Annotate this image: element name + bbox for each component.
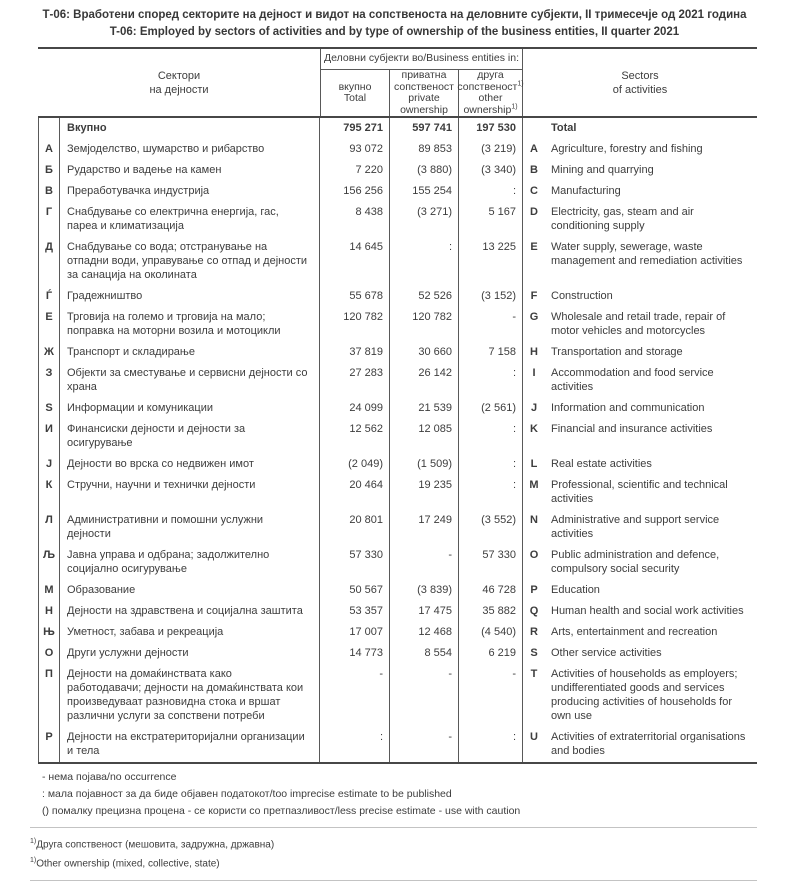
header-other-line2: сопственост$^{1)}$	[457, 80, 524, 93]
row-name-en: Wholesale and retail trade, repair of motor vehicles and motorcycles	[551, 311, 726, 337]
table-row	[38, 545, 757, 580]
cell-total: 156 256	[320, 181, 390, 202]
cell-private: (3 271)	[390, 202, 459, 237]
cell-total: 55 678	[320, 286, 390, 307]
row-name-en: Mining and quarrying	[551, 164, 654, 176]
footnotes	[0, 769, 789, 881]
row-name-en: Professional, scientific and technical activities	[551, 479, 728, 505]
row-code-en: K	[530, 423, 538, 435]
cell-other: 46 728	[459, 580, 523, 601]
row-name-mk: Рударство и вадење на камен	[60, 160, 320, 181]
row-name-en: Total	[551, 122, 577, 134]
row-name-en: Activities of extraterritorial organisations and bodies	[551, 731, 746, 757]
row-code-mk: Ж	[38, 342, 60, 363]
row-code-en: R	[530, 626, 538, 638]
cell-other: :	[459, 419, 523, 454]
row-name-en: Other service activities	[551, 647, 662, 659]
row-name-mk: Снабдување со електрична енергија, гас, пареа и климатизација	[60, 202, 320, 237]
cell-private: 17 249	[390, 510, 459, 545]
footnote-1-marker: 1)	[30, 857, 37, 865]
row-code-mk: Ѕ	[38, 398, 60, 419]
row-name-mk: Дејности во врска со недвижен имот	[60, 454, 320, 475]
row-code-mk	[38, 118, 60, 139]
cell-total: 20 464	[320, 475, 390, 510]
row-code-mk: Г	[38, 202, 60, 237]
table-title-en: T-06: Employed by sectors of activities and by type of ownership of the business entities, II quarter 2021	[109, 26, 680, 38]
footnote-imprecise: : мала појавност за да биде објавен податокот/too imprecise estimate to be published	[42, 788, 452, 800]
row-code-en: L	[530, 458, 538, 470]
table-row	[38, 419, 757, 454]
cell-private: 89 853	[390, 139, 459, 160]
cell-private: -	[390, 545, 459, 580]
table-row-total	[38, 118, 757, 139]
cell-private: 52 526	[390, 286, 459, 307]
footnote-ref-mk: $^{1)}$Друга сопственост (мешовита, задружна, државна)	[30, 838, 275, 851]
footnote-less-precise: () помалку прецизна процена - се користи со претпазливост/less precise estimate - use with caution	[42, 805, 521, 817]
cell-private: 12 085	[390, 419, 459, 454]
cell-other: :	[459, 454, 523, 475]
cell-other: :	[459, 727, 523, 762]
header-total-mk: вкупно	[338, 80, 372, 93]
table-row	[38, 237, 757, 286]
row-code-mk: Р	[38, 727, 60, 762]
cell-other: 5 167	[459, 202, 523, 237]
cell-private: :	[390, 237, 459, 286]
row-code-en: P	[530, 584, 538, 596]
row-code-en: G	[529, 311, 539, 323]
cell-other: 7 158	[459, 342, 523, 363]
row-name-en: Arts, entertainment and recreation	[551, 626, 718, 638]
row-name-mk: Финансиски дејности и дејности за осигурување	[60, 419, 320, 454]
statistics-table	[38, 47, 757, 764]
row-code-mk: А	[38, 139, 60, 160]
footnote-1-marker: 1)	[517, 80, 524, 87]
cell-private: 30 660	[390, 342, 459, 363]
row-name-mk: Образование	[60, 580, 320, 601]
row-code-mk: В	[38, 181, 60, 202]
row-code-mk: П	[38, 664, 60, 727]
row-code-mk: К	[38, 475, 60, 510]
table-row	[38, 601, 757, 622]
header-private-line4: ownership	[400, 103, 448, 116]
header-other-line4: ownership$^{1)}$	[463, 103, 518, 116]
row-name-en: Activities of households as employers; undifferentiated goods and services producing activities of households for own use	[551, 668, 738, 722]
cell-total: 17 007	[320, 622, 390, 643]
table-row	[38, 342, 757, 363]
row-name-en: Electricity, gas, steam and air conditioning supply	[551, 206, 694, 232]
cell-total: 12 562	[320, 419, 390, 454]
header-total-en: Total	[343, 92, 367, 104]
header-private-line2: сопственост	[394, 80, 454, 93]
row-code-mk: О	[38, 643, 60, 664]
header-business-entities: Деловни субјекти во/Business entities in:	[320, 49, 523, 70]
row-name-en: Agriculture, forestry and fishing	[551, 143, 703, 155]
table-header	[38, 47, 757, 118]
row-code-en: E	[530, 241, 538, 253]
cell-private: (3 880)	[390, 160, 459, 181]
cell-total: -	[320, 664, 390, 727]
header-sectors-mk-line1: Сектори	[157, 69, 201, 82]
cell-total: 120 782	[320, 307, 390, 342]
cell-private: 21 539	[390, 398, 459, 419]
row-name-mk: Транспорт и складирање	[60, 342, 320, 363]
row-code-mk: Д	[38, 237, 60, 286]
row-name-mk: Вкупно	[60, 118, 320, 139]
header-sectors-mk-line2: на дејности	[149, 83, 209, 96]
row-name-mk: Стручни, научни и технички дејности	[60, 475, 320, 510]
cell-other: (2 561)	[459, 398, 523, 419]
cell-total: 7 220	[320, 160, 390, 181]
cell-other: (3 152)	[459, 286, 523, 307]
cell-other: (3 552)	[459, 510, 523, 545]
row-code-mk: Л	[38, 510, 60, 545]
cell-other: :	[459, 363, 523, 398]
cell-total: 57 330	[320, 545, 390, 580]
footnote-no-occurrence: - нема појава/no occurrence	[42, 771, 177, 783]
row-code-mk: Ѓ	[38, 286, 60, 307]
row-code-en: N	[530, 514, 538, 526]
cell-total: 53 357	[320, 601, 390, 622]
footnote-ref-en: $^{1)}$Other ownership (mixed, collective, state)	[30, 857, 220, 870]
row-code-mk: М	[38, 580, 60, 601]
row-name-en: Water supply, sewerage, waste management and remediation activities	[551, 241, 743, 267]
cell-private: 17 475	[390, 601, 459, 622]
cell-other: 6 219	[459, 643, 523, 664]
row-name-en: Accommodation and food service activities	[551, 367, 714, 393]
table-row	[38, 286, 757, 307]
cell-total: 795 271	[320, 118, 390, 139]
cell-other: 35 882	[459, 601, 523, 622]
cell-other: (3 340)	[459, 160, 523, 181]
row-code-en: D	[530, 206, 538, 218]
cell-total: 14 645	[320, 237, 390, 286]
table-row	[38, 160, 757, 181]
cell-total: 8 438	[320, 202, 390, 237]
table-row	[38, 664, 757, 727]
row-code-mk: Ј	[38, 454, 60, 475]
cell-other: -	[459, 307, 523, 342]
table-body	[38, 118, 757, 764]
row-name-mk: Земјоделство, шумарство и рибарство	[60, 139, 320, 160]
cell-total: 37 819	[320, 342, 390, 363]
cell-private: 26 142	[390, 363, 459, 398]
cell-private: 8 554	[390, 643, 459, 664]
table-row	[38, 454, 757, 475]
row-name-en: Education	[551, 584, 600, 596]
row-code-en: S	[530, 647, 538, 659]
row-name-en: Construction	[551, 290, 613, 302]
cell-total: 93 072	[320, 139, 390, 160]
header-sectors-en-line1: Sectors	[621, 69, 659, 82]
row-code-mk: З	[38, 363, 60, 398]
row-name-mk: Снабдување со вода; отстранување на отпадни води, управување со отпад и дејности за санација на околината	[60, 237, 320, 286]
header-private-line3: private	[408, 92, 440, 104]
cell-total: 20 801	[320, 510, 390, 545]
row-name-en: Financial and insurance activities	[551, 423, 713, 435]
row-name-mk: Градежништво	[60, 286, 320, 307]
row-code-mk: Њ	[38, 622, 60, 643]
row-name-mk: Други услужни дејности	[60, 643, 320, 664]
cell-private: -	[390, 664, 459, 727]
row-code-en: M	[529, 479, 539, 491]
footnote-1-marker: 1)	[30, 838, 37, 845]
table-row	[38, 398, 757, 419]
row-code-en: I	[532, 367, 536, 379]
row-name-mk: Административни и помошни услужни дејности	[60, 510, 320, 545]
row-code-mk: Н	[38, 601, 60, 622]
row-name-mk: Дејности на здравствена и социјална заштита	[60, 601, 320, 622]
header-col-private	[390, 70, 459, 116]
cell-private: (1 509)	[390, 454, 459, 475]
header-other-line3: other	[478, 92, 503, 104]
title-block	[0, 0, 789, 41]
cell-other: :	[459, 181, 523, 202]
cell-other: 57 330	[459, 545, 523, 580]
cell-other: :	[459, 475, 523, 510]
table-row	[38, 622, 757, 643]
row-code-en: U	[530, 731, 538, 743]
row-name-mk: Информации и комуникации	[60, 398, 320, 419]
table-row	[38, 475, 757, 510]
row-name-mk: Преработувачка индустрија	[60, 181, 320, 202]
row-code-en: T	[530, 668, 538, 680]
row-code-en: H	[530, 346, 538, 358]
header-sectors-mk	[38, 49, 320, 116]
cell-other: (4 540)	[459, 622, 523, 643]
header-col-other	[459, 70, 523, 116]
cell-total: :	[320, 727, 390, 762]
table-row	[38, 510, 757, 545]
row-name-mk: Уметност, забава и рекреација	[60, 622, 320, 643]
row-code-mk: И	[38, 419, 60, 454]
cell-total: 50 567	[320, 580, 390, 601]
header-col-total	[320, 70, 390, 116]
header-private-line1: приватна	[401, 69, 447, 81]
row-code-mk: Е	[38, 307, 60, 342]
cell-other: -	[459, 664, 523, 727]
header-sectors-en-line2: of activities	[612, 83, 668, 96]
cell-private: 19 235	[390, 475, 459, 510]
table-row	[38, 181, 757, 202]
row-name-mk: Објекти за сместување и сервисни дејности со храна	[60, 363, 320, 398]
row-code-mk: Б	[38, 160, 60, 181]
cell-total: 27 283	[320, 363, 390, 398]
row-name-en: Public administration and defence, compulsory social security	[551, 549, 720, 575]
row-code-en	[523, 118, 545, 139]
footnote-1-marker: 1)	[511, 103, 518, 110]
table-row	[38, 580, 757, 601]
header-other-line1: друга	[477, 69, 504, 81]
cell-total: 24 099	[320, 398, 390, 419]
row-name-en: Real estate activities	[551, 458, 652, 470]
cell-private: 597 741	[390, 118, 459, 139]
table-row	[38, 727, 757, 762]
row-code-en: C	[530, 185, 538, 197]
table-row	[38, 139, 757, 160]
row-code-en: O	[529, 549, 539, 561]
row-name-en: Human health and social work activities	[551, 605, 744, 617]
row-code-en: A	[530, 143, 538, 155]
row-name-en: Administrative and support service activities	[551, 514, 720, 540]
table-title-mk: Т-06: Вработени според секторите на дејност и видот на сопственоста на деловните субјекти, II тримесечје од 2021 година	[42, 9, 747, 21]
row-name-mk: Јавна управа и одбрана; задолжително социјално осигурување	[60, 545, 320, 580]
row-name-mk: Дејности на екстратериторијални организации и тела	[60, 727, 320, 762]
row-code-en: J	[530, 402, 538, 414]
table-row	[38, 643, 757, 664]
row-name-mk: Дејности на домаќинствата како работодавачи; дејности на домаќинствата кои произведуваат разновидна стока и вршат различни услуги за сопствени потреби	[60, 664, 320, 727]
cell-private: 155 254	[390, 181, 459, 202]
header-sectors-en	[523, 49, 757, 116]
row-code-en: Q	[529, 605, 539, 617]
table-row	[38, 363, 757, 398]
cell-private: (3 839)	[390, 580, 459, 601]
cell-other: 13 225	[459, 237, 523, 286]
table-row	[38, 202, 757, 237]
cell-total: 14 773	[320, 643, 390, 664]
cell-other: (3 219)	[459, 139, 523, 160]
footnote-divider	[30, 827, 757, 828]
row-name-en: Transportation and storage	[551, 346, 683, 358]
row-code-mk: Љ	[38, 545, 60, 580]
row-name-en: Manufacturing	[551, 185, 621, 197]
row-code-en: B	[530, 164, 538, 176]
table-row	[38, 307, 757, 342]
row-name-mk: Трговија на големо и трговија на мало; поправка на моторни возила и мотоцикли	[60, 307, 320, 342]
row-name-en: Information and communication	[551, 402, 705, 414]
cell-total: (2 049)	[320, 454, 390, 475]
cell-private: 12 468	[390, 622, 459, 643]
cell-private: -	[390, 727, 459, 762]
cell-other: 197 530	[459, 118, 523, 139]
row-code-en: F	[530, 290, 538, 302]
cell-private: 120 782	[390, 307, 459, 342]
